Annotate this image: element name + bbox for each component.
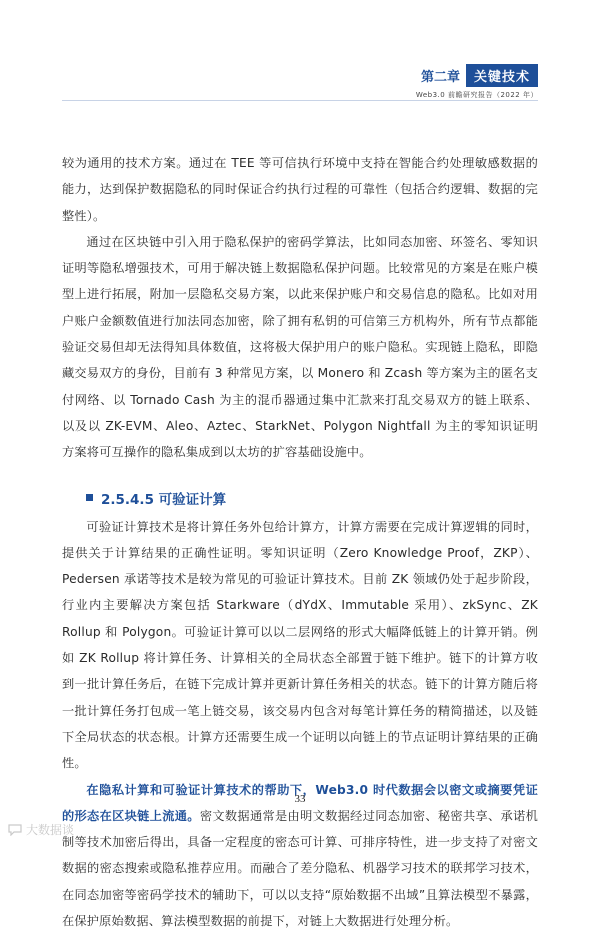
chapter-heading — [421, 64, 538, 87]
section-title: 2.5.4.5 可验证计算 — [101, 491, 227, 508]
section-heading — [86, 488, 538, 508]
paragraph-continued: 较为通用的技术方案。通过在 TEE 等可信执行环境中支持在智能合约处理敏感数据的能力，达到保护数据隐私的同时保证合约执行过程的可靠性（包括合约逻辑、数据的完整性）。 — [62, 156, 538, 223]
watermark-text: 大数据谈 — [26, 823, 75, 837]
paragraph-privacy-crypto: 通过在区块链中引入用于隐私保护的密码学算法，比如同态加密、环签名、零知识证明等隐私增强技术，可用于解决链上数据隐私保护问题。比较常见的方案是在账户模型上进行拓展，附加一层隐私交易方案，以此来保护账户和交易信息的隐私。比如对用户账户金额数值进行加法同态加密，除了拥有私钥的可信第三方机构外，所有节点都能验证交易但却无法得知具体数值，这将极大保护用户的账户隐私。实现链上隐私，即隐藏交易双方的身份，目前有 3 种常见方案，以 Monero 和 Zcash 等方案为主的匿名支付网络、以 Tornado Cash 为主的混币器通过集中汇款来打乱交易双方的链上联系、以及以 ZK-EVM、Aleo、Aztec、StarkNet、Polygon Nightfall 为主的零知识证明方案将可互操作的隐私集成到以太坊的扩容基础设施中。 — [62, 234, 538, 460]
page-number: 33 — [294, 793, 306, 805]
report-name: Web3.0 前瞻研究报告（2022 年） — [415, 91, 538, 99]
chapter-title: 关键技术 — [466, 64, 538, 87]
header-divider — [62, 100, 538, 101]
chapter-number: 第二章 — [420, 70, 460, 85]
page-body — [62, 150, 538, 934]
chat-bubble-icon — [8, 824, 22, 836]
paragraph-verifiable-computation: 可验证计算技术是将计算任务外包给计算方，计算方需要在完成计算逻辑的同时，提供关于计算结果的正确性证明。零知识证明（Zero Knowledge Proof，ZKP）、Pedersen 承诺等技术是较为常见的可验证计算技术。目前 ZK 领域仍处于起步阶段，行业内主要解决方案包括 Starkware（dYdX、Immutable 采用）、zkSync、ZK Rollup 和 Polygon。可验证计算可以以二层网络的形式大幅降低链上的计算开销。例如 ZK Rollup 将计算任务、计算相关的全局状态全部置于链下维护。链下的计算方收到一批计算任务后，在链下完成计算并更新计算任务相关的状态。链下的计算方随后将一批计算任务打包成一笔上链交易，该交易内包含对每笔计算任务的精简描述，以及链下全局状态的状态根。计算方还需要生成一个证明以向链上的节点证明计算结果的正确性。 — [62, 519, 538, 771]
watermark — [8, 821, 74, 838]
page-header — [416, 64, 538, 100]
bullet-square-icon — [86, 494, 93, 501]
highlight-sentence: 在隐私计算和可验证计算技术的帮助下，Web3.0 时代数据会以密文或摘要凭证的形态在区块链上流通。 — [62, 782, 538, 823]
conclusion-body: 密文数据通常是由明文数据经过同态加密、秘密共享、承诺机制等技术加密后得出，具备一定程度的密态可计算、可排序特性，进一步支持了对密文数据的密态搜索或隐私推荐应用。而融合了差分隐私、机器学习技术的联邦学习技术，在同态加密等密码学技术的辅助下，可以以支持“原始数据不出域”且算法模型不暴露，在保护原始数据、算法模型数据的前提下，对链上大数据进行处理分析。 — [62, 808, 538, 929]
